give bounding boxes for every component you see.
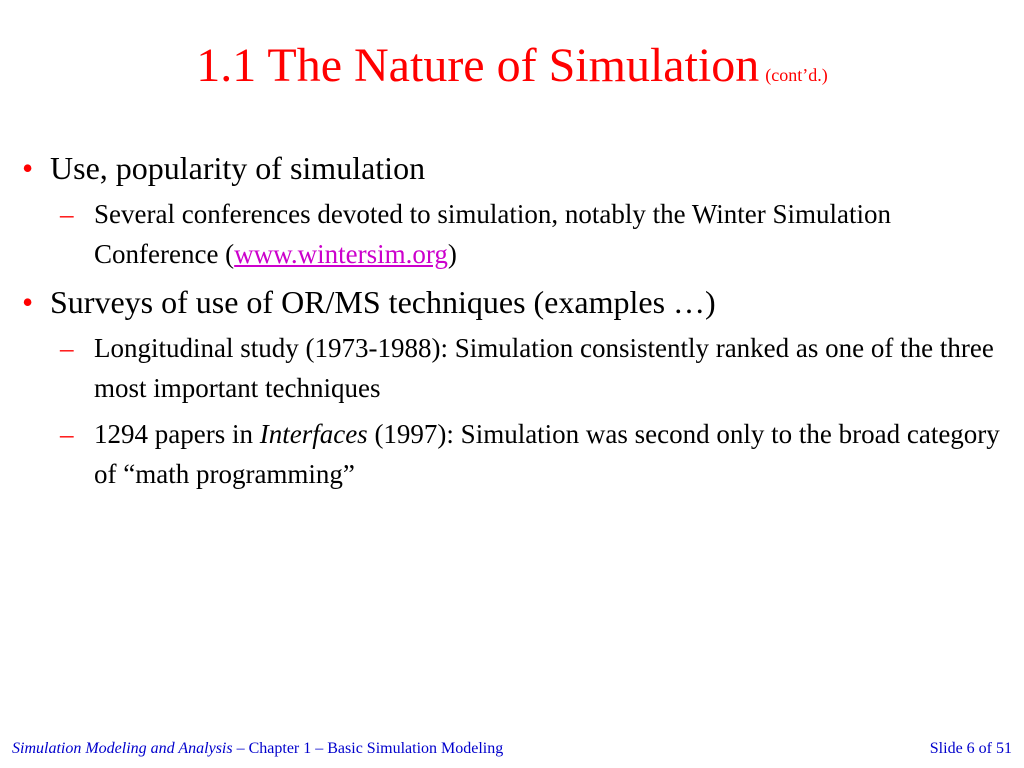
sub-bullet-marker: – [60,199,74,229]
footer-chapter: – Chapter 1 – Basic Simulation Modeling [232,740,504,757]
bullet-list [22,146,1002,500]
sub-bullet-item [22,414,1002,494]
sub-bullet-item [22,194,1002,274]
bullet-text: Surveys of use of OR/MS techniques (examples …) [50,284,716,320]
sub-bullet-marker: – [60,333,74,363]
sub-bullet-text: 1294 papers in [94,419,260,449]
title-continued: (cont’d.) [765,65,828,85]
footer-left [12,740,503,758]
bullet-marker: • [22,284,34,320]
sub-bullet-text-end: (1997): Simulation was second only to the broad category of “math programming” [94,419,1000,489]
journal-title: Interfaces [259,419,368,449]
bullet-item [22,146,1002,190]
bullet-marker: • [22,150,34,186]
bullet-text: Use, popularity of simulation [50,150,426,186]
wintersim-link[interactable]: www.wintersim.org [234,239,448,269]
slide-footer [0,740,1024,764]
slide-title [0,38,1024,93]
sub-bullet-marker: – [60,419,74,449]
footer-book-title: Simulation Modeling and Analysis [12,740,233,757]
slide-number: Slide 6 of 51 [929,740,1012,757]
sub-bullet-text-end: ) [447,239,457,269]
bullet-item [22,280,1002,324]
sub-bullet-text: Several conferences devoted to simulation, notably the Winter Simulation Conference ( [94,199,891,269]
title-main: 1.1 The Nature of Simulation [196,39,760,92]
sub-bullet-item [22,328,1002,408]
sub-bullet-text: Longitudinal study (1973-1988): Simulation consistently ranked as one of the three most important techniques [94,333,994,403]
